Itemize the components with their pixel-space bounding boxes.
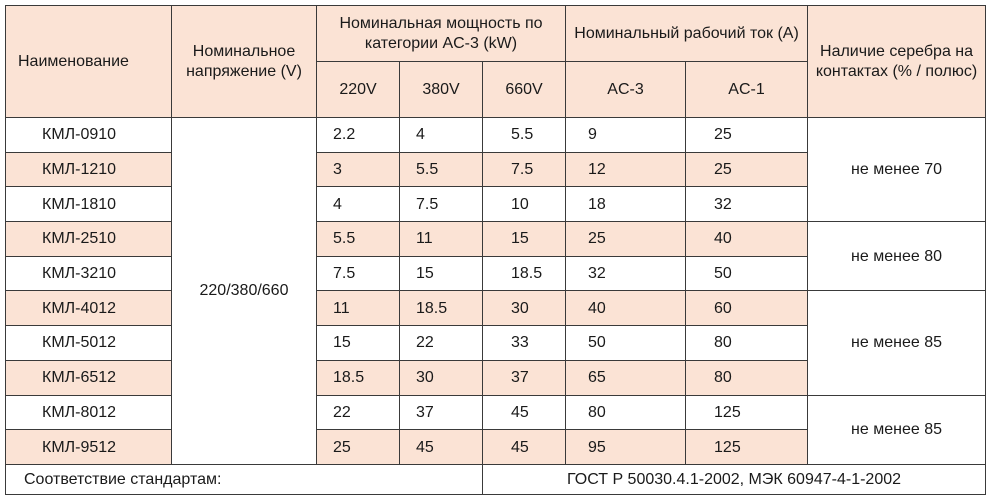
power-660v: 33 xyxy=(483,326,566,361)
current-ac3: 25 xyxy=(566,222,686,257)
power-380v: 22 xyxy=(400,326,483,361)
header-current: Номинальный рабочий ток (A) xyxy=(566,6,808,62)
power-660v: 5.5 xyxy=(483,118,566,153)
voltage-value: 220/380/660 xyxy=(172,118,317,465)
power-380v: 7.5 xyxy=(400,187,483,222)
power-660v: 7.5 xyxy=(483,152,566,187)
current-ac1: 125 xyxy=(686,430,808,465)
power-220v: 4 xyxy=(317,187,400,222)
header-silver: Наличие серебра на контактах (% / полюс) xyxy=(808,6,986,118)
power-220v: 11 xyxy=(317,291,400,326)
silver-content: не менее 70 xyxy=(808,118,986,222)
footer-label: Соответствие стандартам: xyxy=(6,465,483,495)
current-ac3: 18 xyxy=(566,187,686,222)
power-220v: 18.5 xyxy=(317,360,400,395)
model-name: КМЛ-1210 xyxy=(6,152,172,187)
table-row xyxy=(6,222,986,257)
header-ac3: AC-3 xyxy=(566,62,686,118)
header-660v: 660V xyxy=(483,62,566,118)
model-name: КМЛ-6512 xyxy=(6,360,172,395)
power-220v: 7.5 xyxy=(317,256,400,291)
contactor-specs-table xyxy=(5,5,986,495)
model-name: КМЛ-4012 xyxy=(6,291,172,326)
power-220v: 25 xyxy=(317,430,400,465)
current-ac1: 25 xyxy=(686,152,808,187)
power-380v: 37 xyxy=(400,395,483,430)
current-ac1: 80 xyxy=(686,326,808,361)
power-660v: 45 xyxy=(483,430,566,465)
power-380v: 15 xyxy=(400,256,483,291)
current-ac3: 40 xyxy=(566,291,686,326)
model-name: КМЛ-2510 xyxy=(6,222,172,257)
current-ac3: 95 xyxy=(566,430,686,465)
model-name: КМЛ-0910 xyxy=(6,118,172,153)
current-ac3: 12 xyxy=(566,152,686,187)
power-660v: 37 xyxy=(483,360,566,395)
header-ac1: AC-1 xyxy=(686,62,808,118)
power-660v: 30 xyxy=(483,291,566,326)
header-380v: 380V xyxy=(400,62,483,118)
current-ac1: 125 xyxy=(686,395,808,430)
current-ac1: 80 xyxy=(686,360,808,395)
power-220v: 3 xyxy=(317,152,400,187)
header-220v: 220V xyxy=(317,62,400,118)
power-380v: 18.5 xyxy=(400,291,483,326)
model-name: КМЛ-9512 xyxy=(6,430,172,465)
model-name: КМЛ-8012 xyxy=(6,395,172,430)
current-ac1: 40 xyxy=(686,222,808,257)
table-row xyxy=(6,395,986,430)
current-ac1: 32 xyxy=(686,187,808,222)
model-name: КМЛ-1810 xyxy=(6,187,172,222)
current-ac3: 9 xyxy=(566,118,686,153)
power-380v: 30 xyxy=(400,360,483,395)
model-name: КМЛ-5012 xyxy=(6,326,172,361)
silver-content: не менее 85 xyxy=(808,291,986,395)
power-380v: 45 xyxy=(400,430,483,465)
current-ac3: 50 xyxy=(566,326,686,361)
silver-content: не менее 85 xyxy=(808,395,986,465)
power-220v: 15 xyxy=(317,326,400,361)
current-ac1: 60 xyxy=(686,291,808,326)
current-ac3: 80 xyxy=(566,395,686,430)
current-ac1: 50 xyxy=(686,256,808,291)
power-660v: 10 xyxy=(483,187,566,222)
power-380v: 11 xyxy=(400,222,483,257)
model-name: КМЛ-3210 xyxy=(6,256,172,291)
current-ac3: 32 xyxy=(566,256,686,291)
header-power: Номинальная мощность по категории AC-3 (kW) xyxy=(317,6,566,62)
power-660v: 45 xyxy=(483,395,566,430)
header-voltage: Номинальное напряжение (V) xyxy=(172,6,317,118)
current-ac3: 65 xyxy=(566,360,686,395)
header-name: Наименование xyxy=(6,6,172,118)
current-ac1: 25 xyxy=(686,118,808,153)
power-220v: 5.5 xyxy=(317,222,400,257)
silver-content: не менее 80 xyxy=(808,222,986,291)
power-220v: 22 xyxy=(317,395,400,430)
power-660v: 15 xyxy=(483,222,566,257)
power-660v: 18.5 xyxy=(483,256,566,291)
power-380v: 5.5 xyxy=(400,152,483,187)
power-380v: 4 xyxy=(400,118,483,153)
table-row xyxy=(6,291,986,326)
table-row xyxy=(6,118,986,153)
footer-standards: ГОСТ Р 50030.4.1-2002, МЭК 60947-4-1-2002 xyxy=(483,465,986,495)
power-220v: 2.2 xyxy=(317,118,400,153)
